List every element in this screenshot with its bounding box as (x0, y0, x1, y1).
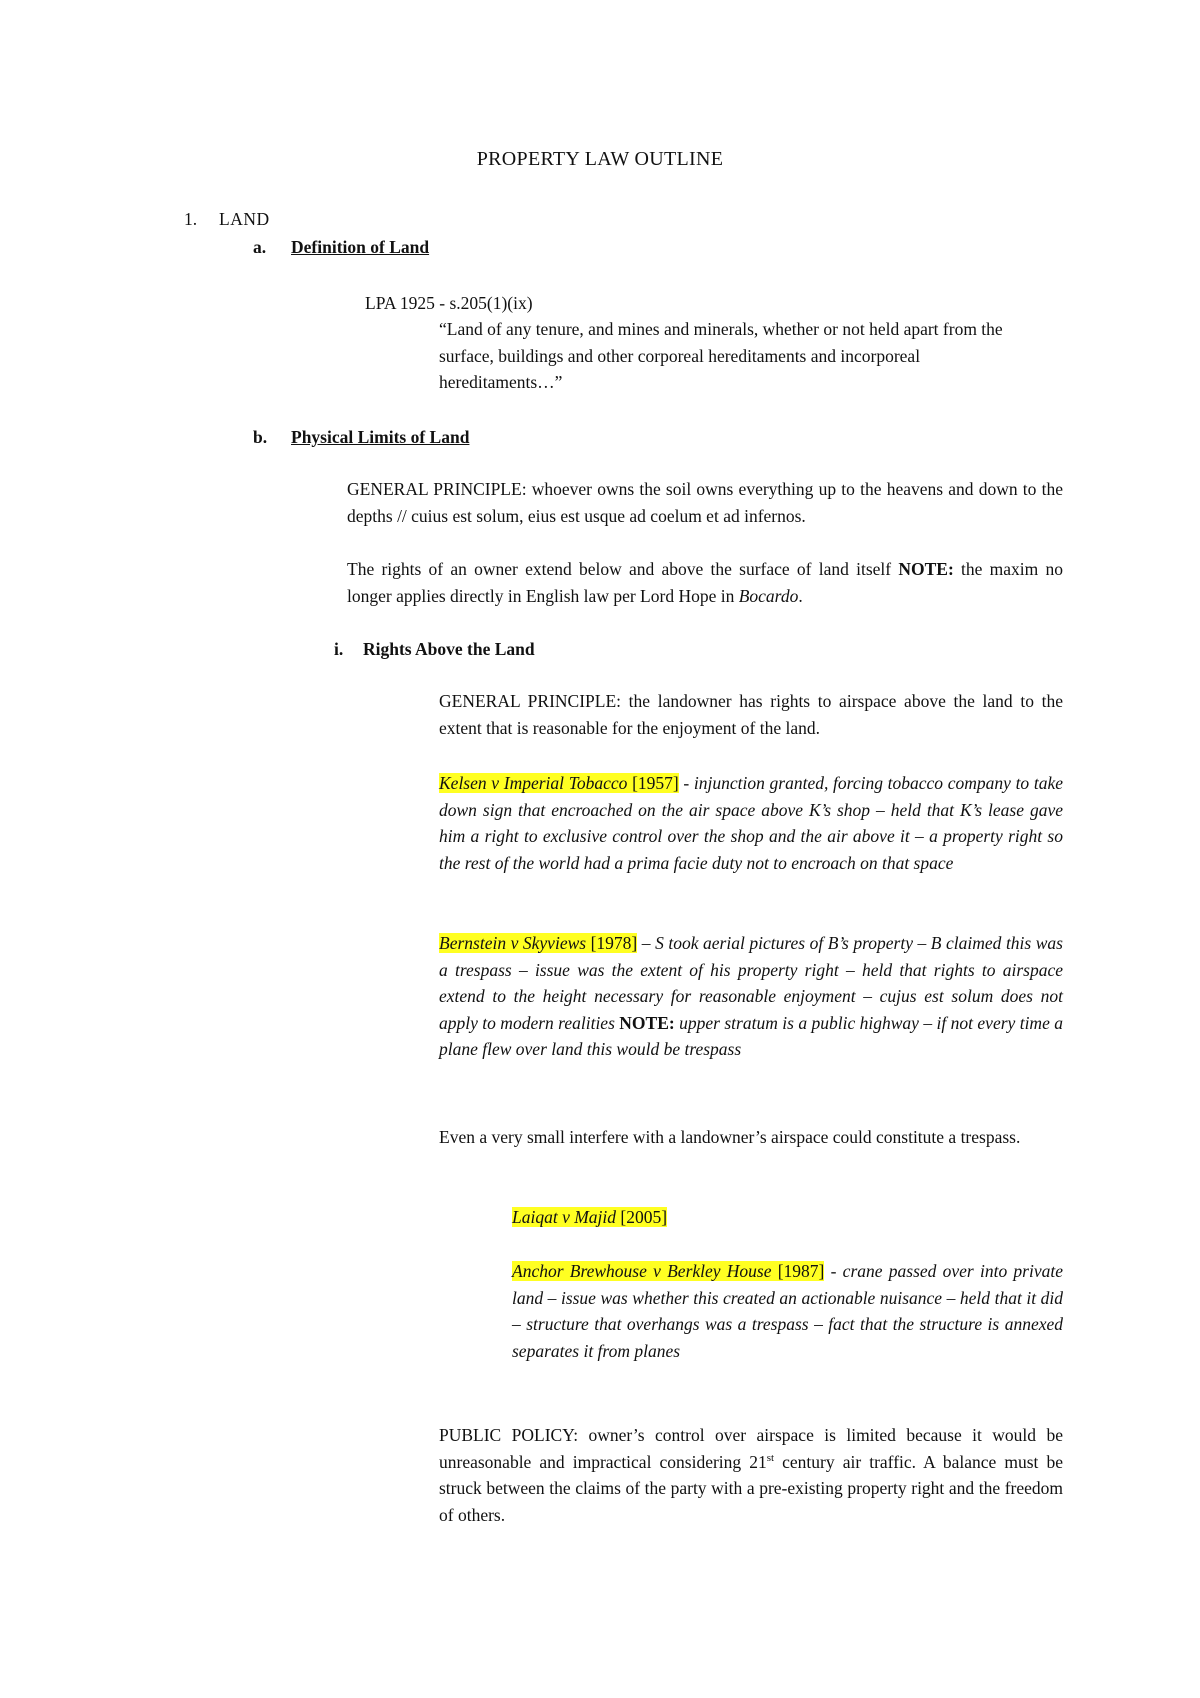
subsection-b-label: b. (253, 427, 268, 447)
subsection-a-title: Definition of Land (291, 237, 430, 257)
airspace-principle-paragraph: GENERAL PRINCIPLE: the landowner has rights to airspace above the land to the extent that is reasonable for the enjoyment of the land. (439, 691, 1063, 738)
case-name: Bernstein v Skyviews (439, 933, 587, 953)
case-year: [2005] (620, 1207, 668, 1227)
paragraph-text: . (798, 585, 803, 606)
case-reference: Bocardo (738, 585, 799, 606)
case-name: Laiqat v Majid (512, 1207, 617, 1227)
page-title: PROPERTY LAW OUTLINE (476, 148, 724, 170)
paragraph-text: century air traffic. A balance must be struck between the claims of the party with a pre-existing property right and the freedom of others. (439, 1451, 1063, 1525)
case-name: Anchor Brewhouse v Berkley House (512, 1261, 772, 1281)
note-label: NOTE: (898, 559, 954, 579)
statute-quote: “Land of any tenure, and mines and minerals, whether or not held apart from the surface, buildings and other corporeal hereditaments and incorporeal hereditaments…” (439, 319, 1003, 392)
case-summary: – S took aerial pictures of B’s property – B claimed this was a trespass – issue was the extent of his property right – held that rights to airspace extend to the height necessary for reasonable enjoyment – cujus est solum does not apply to modern realities (439, 933, 1063, 1033)
case-anchor-brewhouse (512, 1258, 1063, 1364)
public-policy-paragraph (439, 1422, 1063, 1528)
case-summary: upper stratum is a public highway – if not every time a plane flew over land this would be trespass (439, 1012, 1063, 1059)
case-kelsen (439, 770, 1063, 876)
note-label: NOTE: (619, 1012, 675, 1033)
subsection-i-label: i. (334, 639, 344, 659)
owner-rights-paragraph (347, 556, 1063, 609)
case-year: [1957] (632, 773, 679, 793)
case-bernstein (439, 930, 1063, 1063)
small-interference-paragraph: Even a very small interfere with a landowner’s airspace could constitute a trespass. (439, 1127, 1021, 1147)
section-heading: LAND (219, 209, 270, 229)
case-summary: - injunction granted, forcing tobacco company to take down sign that encroached on the air space above K’s shop – held that K’s lease gave him a right to exclusive control over the shop and the air above it – a property right so the rest of the world had a prima facie duty not to encroach on that space (439, 773, 1064, 873)
subsection-b-title: Physical Limits of Land (291, 427, 470, 447)
case-name-highlight (439, 773, 679, 793)
statute-reference: LPA 1925 - s.205(1)(ix) (365, 293, 533, 313)
case-name-highlight (512, 1207, 667, 1227)
paragraph-text: PUBLIC POLICY: owner’s control over airspace is limited because it would be unreasonable and impractical considering 21 (439, 1425, 1063, 1472)
subsection-i-title: Rights Above the Land (363, 639, 535, 659)
case-year: [1978] (590, 933, 638, 953)
case-name-highlight (512, 1261, 824, 1281)
case-name: Kelsen v Imperial Tobacco (439, 773, 628, 793)
case-year: [1987] (777, 1261, 825, 1281)
subsection-a-label: a. (253, 237, 267, 257)
case-laiqat (512, 1204, 667, 1231)
case-name-highlight (439, 933, 637, 953)
paragraph-text: the maxim no longer applies directly in English law per Lord Hope in (347, 559, 1063, 606)
general-principle-paragraph: GENERAL PRINCIPLE: whoever owns the soil owns everything up to the heavens and down to the depths // cuius est solum, eius est usque ad coelum et ad infernos. (347, 479, 1063, 526)
case-summary: - crane passed over into private land – issue was whether this created an actionable nuisance – held that it did – structure that overhangs was a trespass – fact that the structure is annexed separates it from planes (512, 1261, 1063, 1361)
section-number: 1. (184, 209, 198, 229)
paragraph-text: The rights of an owner extend below and above the surface of land itself (347, 559, 899, 579)
ordinal-suffix: st (766, 1451, 775, 1464)
